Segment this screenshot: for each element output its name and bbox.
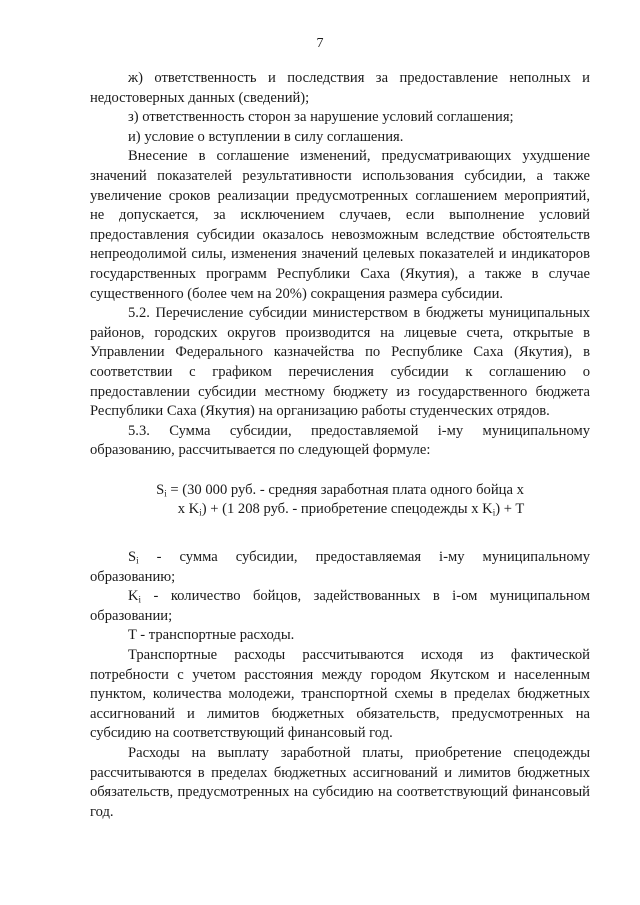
definition-k-subscript: i	[138, 594, 142, 605]
definition-k-symbol: K	[128, 588, 139, 605]
paragraph-5-3: 5.3. Сумма субсидии, предоставляемой i-му муниципальному образованию, рассчитывается по следующей формуле:	[90, 422, 590, 459]
definition-s-text: - сумма субсидии, предоставляемая i-му муниципальному образованию;	[90, 549, 590, 585]
definition-k	[90, 587, 590, 626]
definition-s-symbol: S	[128, 549, 137, 566]
formula-line-1	[90, 481, 590, 501]
paragraph-salary-costs: Расходы на выплату заработной платы, приобретение спецодежды рассчитываются в пределах бюджетных ассигнований и лимитов бюджетных обязательств, предусмотренных на субсидию на соответствующий финансовый год.	[90, 745, 590, 820]
definition-s-subscript: i	[136, 555, 139, 566]
definition-k-text: - количество бойцов, задействованных в i-ом муниципальном образовании;	[90, 588, 590, 624]
formula-part-2-pre: х K	[177, 501, 200, 518]
document-body	[90, 69, 590, 822]
formula-line-2	[90, 500, 590, 520]
paragraph-clause-zh: ж) ответственность и последствия за предоставление неполных и недостоверных данных (сведений);	[90, 70, 590, 106]
paragraph-5-2: 5.2. Перечисление субсидии министерством в бюджеты муниципальных районов, городских округов производится на лицевые счета, открытые в Управлении Федерального казначейства по Республике Саха (Якутия), в соответствии с графиком перечисления субсидии к соглашению о предоставлении субсидии местному бюджету из государственного бюджета Республики Саха (Якутия) на организацию работы студенческих отрядов.	[90, 305, 590, 420]
subsidy-formula	[90, 481, 590, 520]
formula-part-2-post: ) + T	[495, 501, 525, 518]
page-number: 7	[316, 36, 324, 51]
paragraph-amendments: Внесение в соглашение изменений, предусматривающих ухудшение значений показателей результативности использования субсидии, а также увеличение сроков реализации предусмотренных соглашением мероприятий, не допускается, за исключением случаев, если выполнение условий предоставления субсидии оказалось невозможным вследствие обстоятельств непреодолимой силы, изменения значений целевых показателей и индикаторов государственных программ Республики Саха (Якутия), а также в случае существенного (более чем на 20%) сокращения размера субсидии.	[90, 148, 590, 302]
definition-t: T - транспортные расходы.	[128, 627, 295, 644]
formula-k-subscript: i	[199, 507, 202, 518]
definition-s	[90, 548, 590, 587]
formula-s-symbol: S	[156, 481, 165, 498]
formula-part-2-mid: ) + (1 208 руб. - приобретение спецодежды х K	[201, 501, 493, 518]
paragraph-transport-costs: Транспортные расходы рассчитываются исходя из фактической потребности с учетом расстояния между городом Якутском и населенным пунктом, количества молодежи, транспортной схемы в пределах бюджетных ассигнований и лимитов бюджетных обязательств, предусмотренных на субсидию на соответствующий финансовый год.	[90, 647, 590, 742]
paragraph-clause-z: з) ответственность сторон за нарушение условий соглашения;	[128, 109, 514, 126]
formula-k-subscript-2: i	[492, 507, 496, 518]
paragraph-clause-i: и) условие о вступлении в силу соглашения.	[128, 128, 404, 145]
formula-s-subscript: i	[164, 488, 167, 499]
formula-part-1: = (30 000 руб. - средняя заработная плата одного бойца х	[166, 481, 524, 498]
